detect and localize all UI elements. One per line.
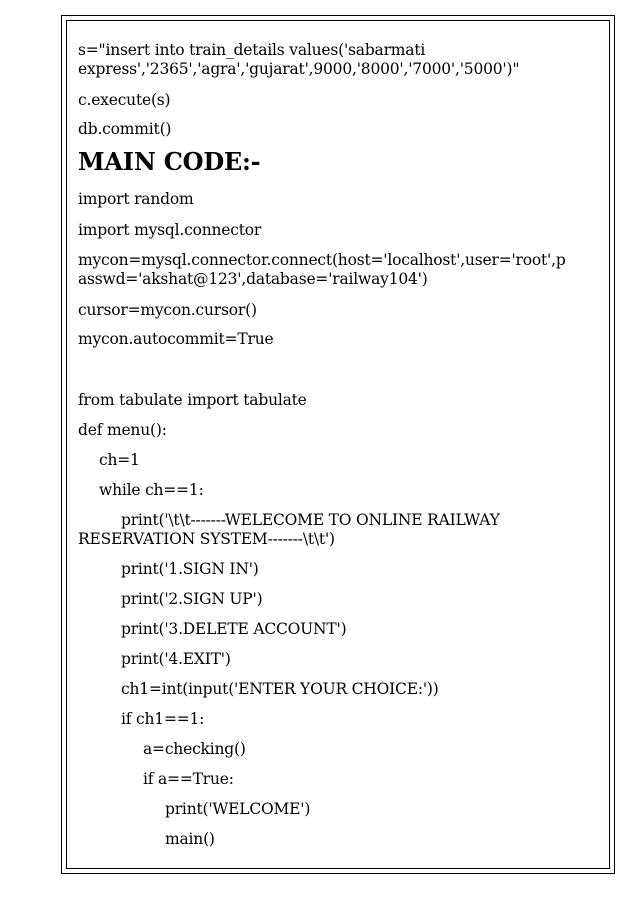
code-line: cursor=mycon.cursor() xyxy=(78,301,257,319)
code-line: mycon=mysql.connector.connect(host='localhost',user='root',p xyxy=(78,251,566,269)
code-line: print('3.DELETE ACCOUNT') xyxy=(121,620,347,638)
code-line: main() xyxy=(165,830,215,848)
code-line: asswd='akshat@123',database='railway104') xyxy=(78,270,428,288)
code-line: print('1.SIGN IN') xyxy=(121,560,259,578)
code-line: def menu(): xyxy=(78,421,167,439)
code-line: s="insert into train_details values('sabarmati xyxy=(78,41,426,59)
code-line: import mysql.connector xyxy=(78,221,262,239)
code-line: from tabulate import tabulate xyxy=(78,391,307,409)
code-line: c.execute(s) xyxy=(78,91,171,109)
code-line: RESERVATION SYSTEM-------\t\t') xyxy=(78,530,335,548)
code-line: print('4.EXIT') xyxy=(121,650,231,668)
code-line: print('\t\t-------WELECOME TO ONLINE RAILWAY xyxy=(121,511,500,529)
code-line: db.commit() xyxy=(78,120,172,138)
code-line: if a==True: xyxy=(143,770,234,788)
code-line: print('WELCOME') xyxy=(165,800,311,818)
code-line: ch1=int(input('ENTER YOUR CHOICE:')) xyxy=(121,680,439,698)
code-line: a=checking() xyxy=(143,740,246,758)
section-heading: MAIN CODE:- xyxy=(78,147,261,176)
code-line: express','2365','agra','gujarat',9000,'8000','7000','5000')" xyxy=(78,60,520,78)
code-line: import random xyxy=(78,190,194,208)
code-line: ch=1 xyxy=(99,451,140,469)
code-line: while ch==1: xyxy=(99,481,204,499)
code-line: print('2.SIGN UP') xyxy=(121,590,263,608)
code-line: mycon.autocommit=True xyxy=(78,330,274,348)
code-line: if ch1==1: xyxy=(121,710,205,728)
